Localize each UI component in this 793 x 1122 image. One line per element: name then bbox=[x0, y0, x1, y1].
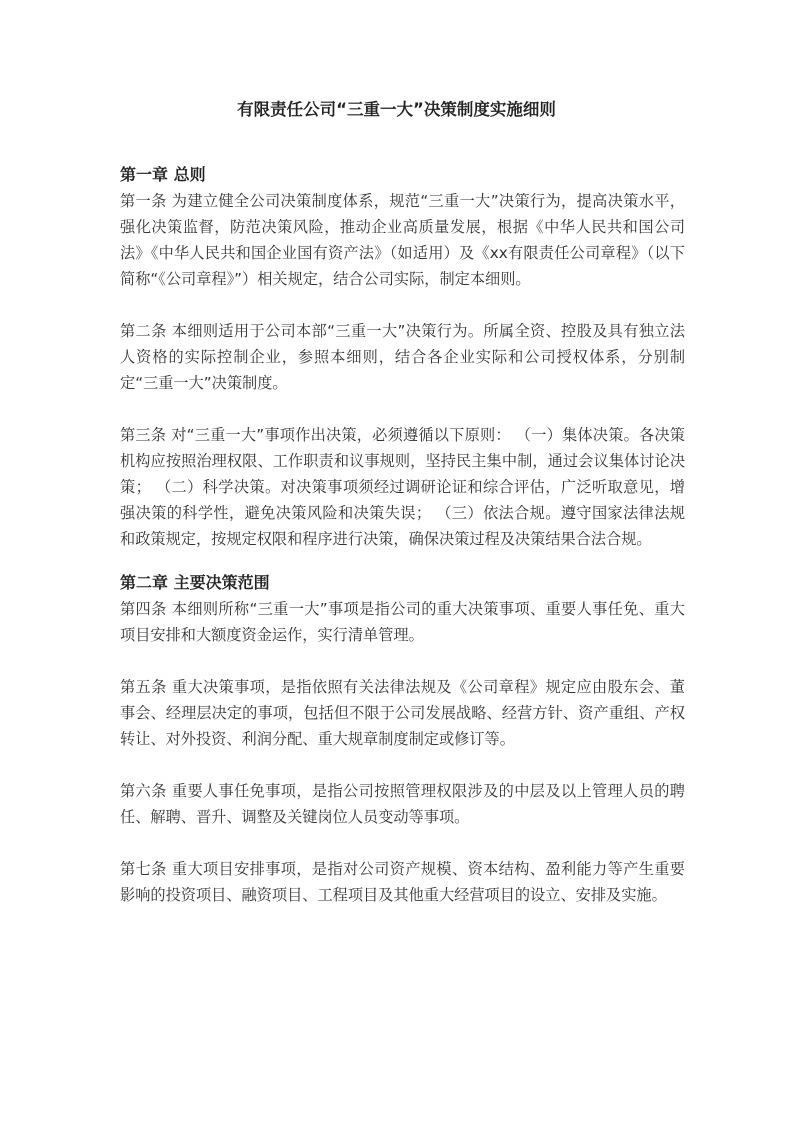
article-6: 第六条 重要人事任免事项，是指公司按照管理权限涉及的中层及以上管理人员的聘任、解聘、晋升、调整及关键岗位人员变动等事项。 bbox=[120, 782, 685, 826]
chapter-2-heading: 第二章 主要决策范围 bbox=[120, 573, 270, 592]
article-1: 第一条 为建立健全公司决策制度体系，规范“三重一大”决策行为，提高决策水平，强化决策监督，防范决策风险，推动企业高质量发展，根据《中华人民共和国公司法》《中华人民共和国企业国有资产法》（如适用）及《xx有限责任公司章程》（以下简称“《公司章程》”）相关规定，结合公司实际，制定本细则。 bbox=[120, 192, 685, 288]
chapter-1-heading: 第一章 总则 bbox=[120, 165, 206, 184]
article-3: 第三条 对“三重一大”事项作出决策，必须遵循以下原则： （一）集体决策。各决策机构应按照治理权限、工作职责和议事规则，坚持民主集中制，通过会议集体讨论决策； （二）科学决策。对决策事项须经过调研论证和综合评估，广泛听取意见，增强决策的科学性，避免决策风险和决策失误； （三）依法合规。遵守国家法律法规和政策规定，按规定权限和程序进行决策，确保决策过程及决策结果合法合规。 bbox=[120, 426, 685, 548]
article-4: 第四条 本细则所称“三重一大”事项是指公司的重大决策事项、重要人事任免、重大项目安排和大额度资金运作，实行清单管理。 bbox=[120, 600, 685, 644]
article-7: 第七条 重大项目安排事项，是指对公司资产规模、资本结构、盈利能力等产生重要影响的投资项目、融资项目、工程项目及其他重大经营项目的设立、安排及实施。 bbox=[120, 860, 685, 904]
document-title: 有限责任公司“三重一大”决策制度实施细则 bbox=[237, 100, 556, 119]
article-2: 第二条 本细则适用于公司本部“三重一大”决策行为。所属全资、控股及具有独立法人资格的实际控制企业，参照本细则，结合各企业实际和公司授权体系，分别制定“三重一大”决策制度。 bbox=[120, 322, 685, 392]
document-body bbox=[120, 162, 685, 908]
article-5: 第五条 重大决策事项，是指依照有关法律法规及《公司章程》规定应由股东会、董事会、经理层决定的事项，包括但不限于公司发展战略、经营方针、资产重组、产权转让、对外投资、利润分配、重大规章制度制定或修订等。 bbox=[120, 678, 685, 748]
